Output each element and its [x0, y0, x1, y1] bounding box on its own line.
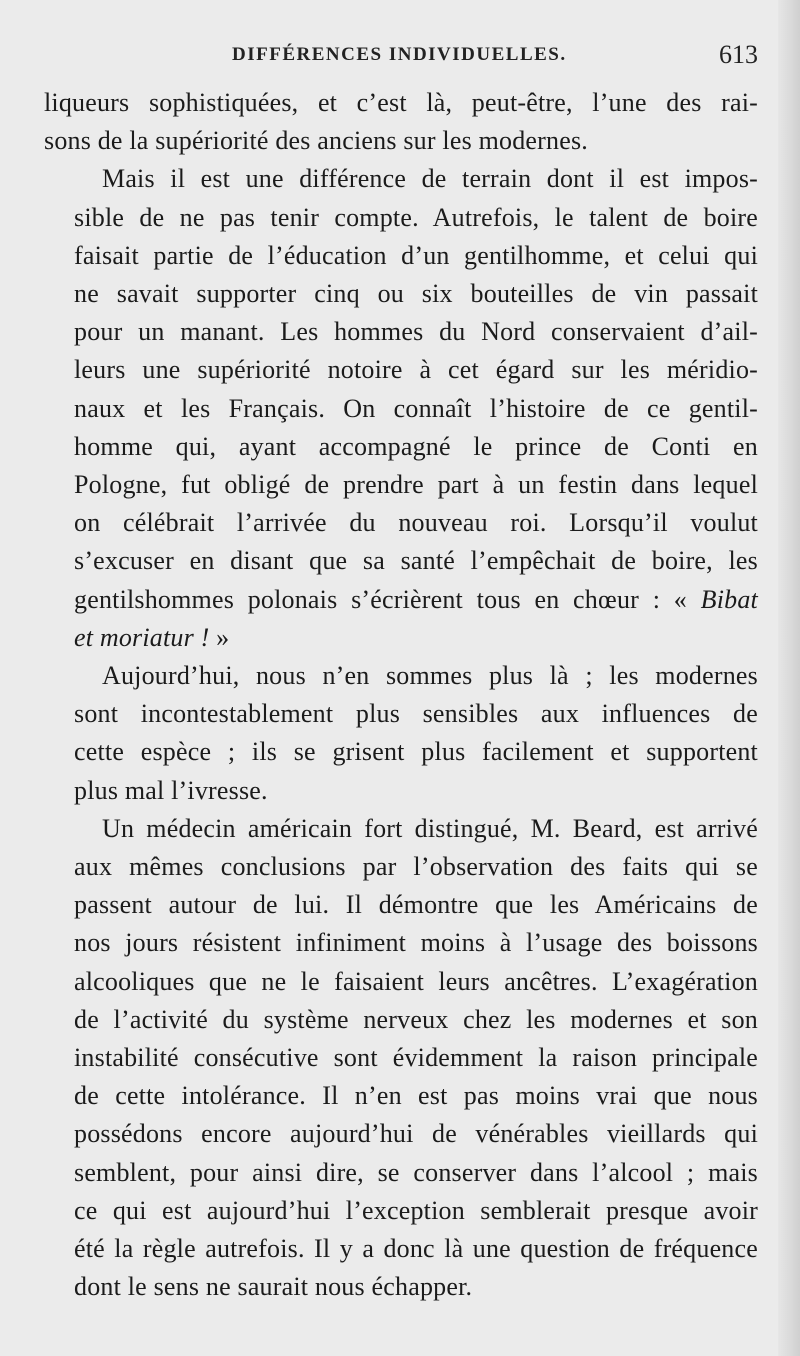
text-line: de l’activité du système nerveux chez les modernes et son [74, 1004, 758, 1034]
text-line: semblent, pour ainsi dire, se conserver dans l’alcool ; mais [74, 1157, 758, 1187]
text-line: liqueurs sophistiquées, et c’est là, peut-être, l’une des rai- [44, 88, 758, 117]
paragraph-2 [44, 160, 758, 657]
text-line: ne savait supporter cinq ou six bouteilles de vin passait [74, 279, 758, 309]
text-fragment: gentilshommes polonais s’écrièrent tous en chœur : « [74, 584, 701, 614]
italic-latin-phrase: et moriatur ! [74, 622, 210, 652]
text-line: Un médecin américain fort distingué, M. Beard, est arrivé [102, 813, 758, 843]
text-line: pour un manant. Les hommes du Nord conservaient d’ail- [74, 317, 758, 347]
paragraph-3 [44, 657, 758, 810]
text-line: Mais il est une différence de terrain dont il est impos- [102, 164, 758, 194]
text-line: naux et les Français. On connaît l’histoire de ce gentil- [74, 393, 758, 423]
text-line-with-italic [44, 581, 758, 619]
text-line: instabilité consécutive sont évidemment la raison principale [74, 1043, 758, 1073]
text-line: dont le sens ne saurait nous échapper. [74, 1272, 473, 1302]
text-line-with-italic [44, 619, 758, 657]
paragraph-1 [44, 84, 758, 160]
text-line: aux mêmes conclusions par l’observation des faits qui se [74, 852, 758, 882]
page-edge-shadow [778, 0, 800, 1356]
page-number: 613 [719, 40, 758, 69]
text-line: de cette intolérance. Il n’en est pas moins vrai que nous [74, 1081, 758, 1111]
text-line: nos jours résistent infiniment moins à l’usage des boissons [74, 928, 758, 958]
text-line: Aujourd’hui, nous n’en sommes plus là ; les modernes [102, 661, 758, 691]
text-line: plus mal l’ivresse. [74, 775, 268, 805]
text-line: homme qui, ayant accompagné le prince de Conti en [74, 431, 758, 461]
text-line: sible de ne pas tenir compte. Autrefois, le talent de boire [74, 202, 758, 232]
text-line: cette espèce ; ils se grisent plus facilement et supportent [74, 737, 758, 767]
text-line: sont incontestablement plus sensibles aux influences de [74, 699, 758, 729]
text-line: Pologne, fut obligé de prendre part à un festin dans lequel [74, 470, 758, 500]
text-line: sons de la supériorité des anciens sur les modernes. [44, 126, 588, 156]
text-line: possédons encore aujourd’hui de vénérables vieillards qui [74, 1119, 758, 1149]
body-text [44, 84, 758, 1307]
italic-latin-phrase: Bibat [700, 584, 758, 614]
text-line: faisait partie de l’éducation d’un gentilhomme, et celui qui [74, 240, 758, 270]
paragraph-4 [44, 810, 758, 1307]
text-line: été la règle autrefois. Il y a donc là une question de fréquence [74, 1234, 758, 1264]
text-line: leurs une supériorité notoire à cet égard sur les méridio- [74, 355, 758, 385]
closing-quote: » [209, 622, 230, 652]
text-line: s’excuser en disant que sa santé l’empêchait de boire, les [74, 546, 758, 576]
text-line: alcooliques que ne le faisaient leurs ancêtres. L’exagération [74, 966, 758, 996]
running-head: DIFFÉRENCES INDIVIDUELLES. [232, 44, 567, 65]
text-line: ce qui est aujourd’hui l’exception semblerait presque avoir [74, 1195, 758, 1225]
text-line: passent autour de lui. Il démontre que les Américains de [74, 890, 758, 920]
text-line: on célébrait l’arrivée du nouveau roi. Lorsqu’il voulut [74, 508, 758, 538]
page-header [46, 40, 758, 74]
